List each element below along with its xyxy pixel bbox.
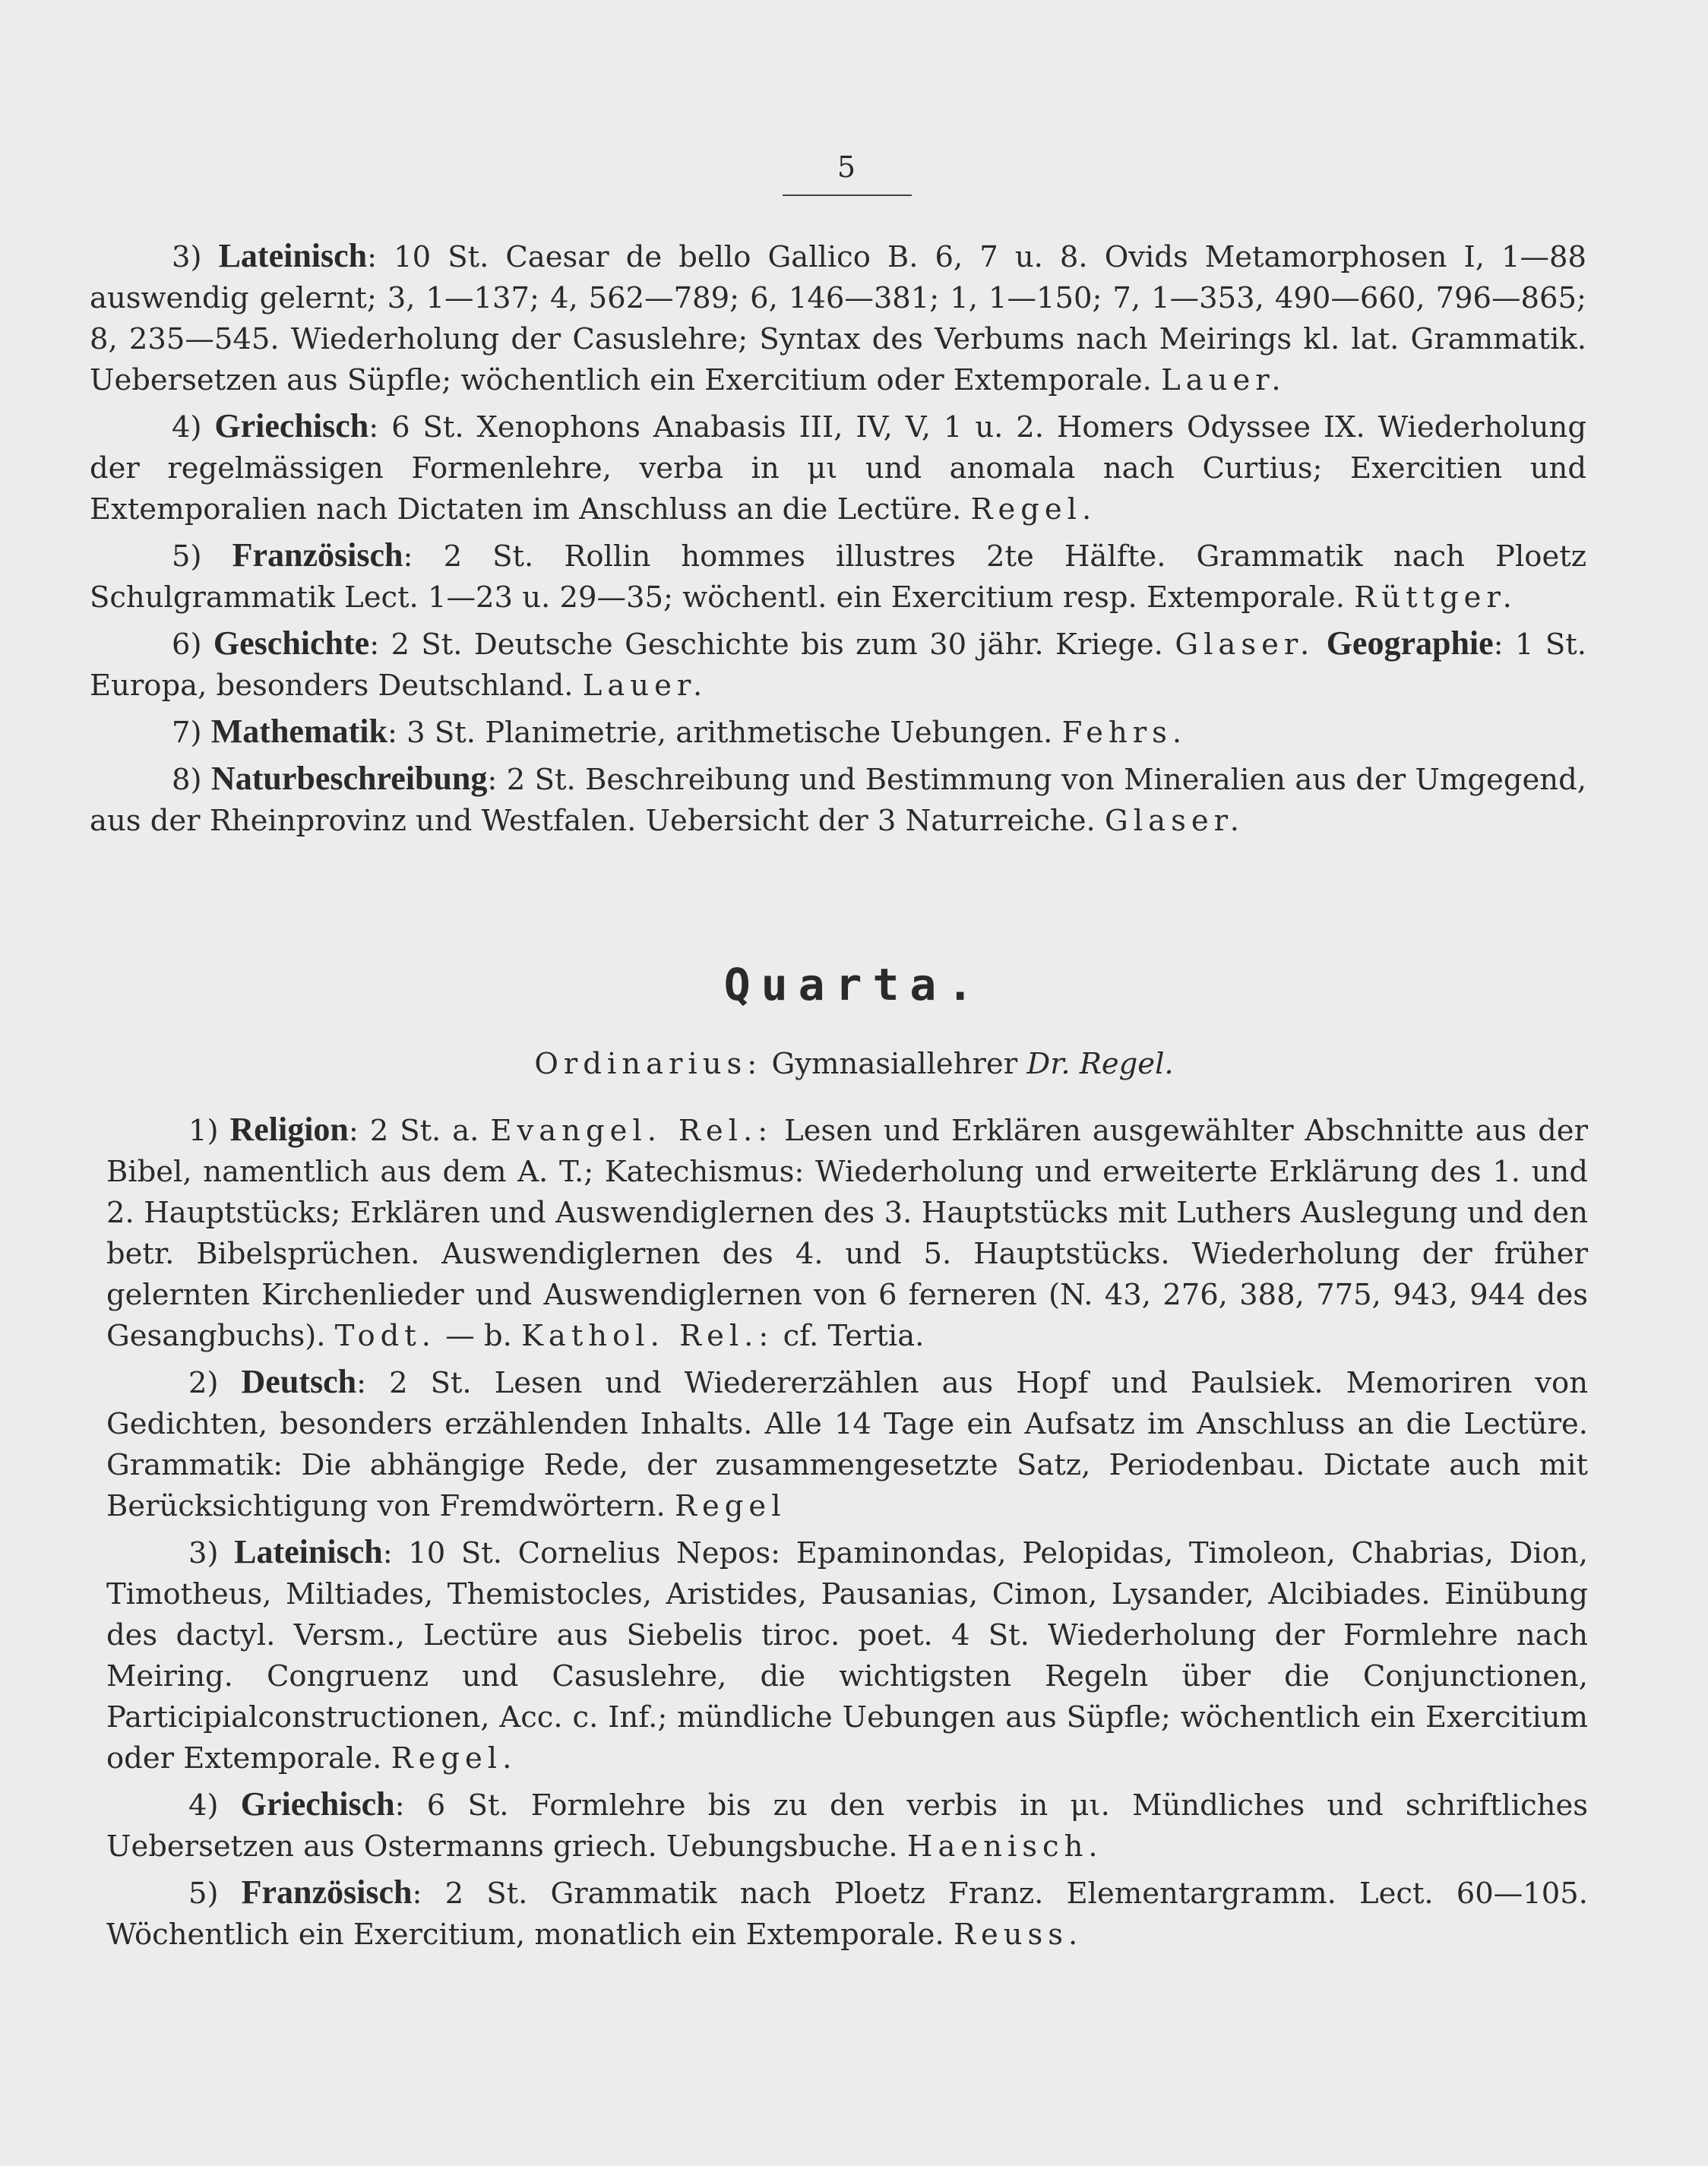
subject-heading: Lateinisch bbox=[218, 237, 368, 274]
paragraph: 7) Mathematik: 3 St. Planimetrie, arithmetische Uebungen. Fehrs. bbox=[172, 713, 1188, 750]
teacher-name: Haenisch. bbox=[906, 1829, 1103, 1864]
teacher-name: Regel. bbox=[391, 1741, 517, 1775]
teacher-name: Rüttger. bbox=[1354, 580, 1517, 615]
subject-heading: Naturbeschreibung bbox=[210, 760, 488, 797]
subject-heading: Geographie bbox=[1326, 625, 1494, 662]
subject-heading: Französisch bbox=[232, 536, 403, 574]
ordinarius-line bbox=[0, 1047, 1708, 1081]
subject-heading: Religion bbox=[229, 1111, 349, 1148]
page-number: 5 bbox=[837, 150, 858, 184]
paragraph: 4) Griechisch: 6 St. Formlehre bis zu den verbis in μι. Mündliches und schriftliches Uebersetzen aus Ostermanns griech. Uebungsbuche. Haenisch. bbox=[106, 1785, 1589, 1864]
paragraph: 3) Lateinisch: 10 St. Cornelius Nepos: Epaminondas, Pelopidas, Timoleon, Chabrias, Dion, Timotheus, Miltiades, Themistocles, Aristides, Pausanias, Cimon, Lysander, Alcibiades. Einübung des dactyl. Versm., Lectüre aus Siebelis tiroc. poet. 4 St. Wiederholung der Formlehre nach Meiring. Congruenz und Casuslehre, die wichtigsten Regeln über die Conjunctionen, Participialconstructionen, Acc. c. Inf.; mündliche Uebungen aus Süpfle; wöchentlich ein Exercitium oder Extemporale. Regel. bbox=[106, 1533, 1588, 1775]
teacher-name: Glaser. bbox=[1175, 628, 1315, 662]
teacher-name: Todt. bbox=[334, 1319, 436, 1353]
paragraph: 6) Geschichte: 2 St. Deutsche Geschichte bis zum 30 jähr. Kriege. Glaser. Geographie: 1 St. Europa, besonders Deutschland. Lauer. bbox=[90, 625, 1586, 703]
paragraph: 5) Französisch: 2 St. Rollin hommes illustres 2te Hälfte. Grammatik nach Ploetz Schulgrammatik Lect. 1—23 u. 29—35; wöchentl. ein Exercitium resp. Extemporale. Rüttger. bbox=[90, 536, 1586, 615]
teacher-name: Lauer. bbox=[1161, 363, 1286, 397]
teacher-name: Regel bbox=[675, 1489, 786, 1523]
page-number-rule bbox=[783, 194, 912, 196]
subject-heading: Französisch bbox=[241, 1874, 413, 1911]
subject-heading: Griechisch bbox=[214, 407, 369, 444]
quarta-curriculum bbox=[106, 1109, 1588, 1960]
subject-heading: Mathematik bbox=[210, 713, 387, 750]
subject-heading: Griechisch bbox=[240, 1785, 395, 1823]
paragraph: 5) Französisch: 2 St. Grammatik nach Ploetz Franz. Elementargramm. Lect. 60—105. Wöchentlich ein Exercitium, monatlich ein Extemporale. Reuss. bbox=[106, 1874, 1588, 1952]
ordinarius-name: Dr. Regel. bbox=[1026, 1047, 1174, 1081]
teacher-name: Glaser. bbox=[1105, 804, 1245, 838]
paragraph: 8) Naturbeschreibung: 2 St. Beschreibung und Bestimmung von Mineralien aus der Umgegend, aus der Rheinprovinz und Westfalen. Uebersicht der 3 Naturreiche. Glaser. bbox=[90, 760, 1586, 838]
subject-heading: Geschichte bbox=[213, 625, 370, 662]
ordinarius-label: Ordinarius: bbox=[534, 1047, 763, 1081]
teacher-name: Regel. bbox=[970, 492, 1097, 526]
paragraph: 1) Religion: 2 St. a. Evangel. Rel.: Lesen und Erklären ausgewählter Abschnitte aus der Bibel, namentlich aus dem A. T.; Katechismus: Wiederholung und erweiterte Erklärung des 1. und 2. Hauptstücks; Erklären und Auswendiglernen des 3. Hauptstücks mit Luthers Auslegung und den betr. Bibelsprüchen. Auswendiglernen des 4. und 5. Hauptstücks. Wiederholung der früher gelernten Kirchenlieder und Auswendiglernen von 6 ferneren (N. 43, 276, 388, 775, 943, 944 des Gesangbuchs). Todt. — b. Kathol. Rel.: cf. Tertia. bbox=[106, 1111, 1588, 1353]
subject-heading: Deutsch bbox=[241, 1363, 357, 1400]
ordinarius-title: Gymnasiallehrer bbox=[771, 1047, 1018, 1081]
paragraph: 4) Griechisch: 6 St. Xenophons Anabasis III, IV, V, 1 u. 2. Homers Odyssee IX. Wiederholung der regelmässigen Formenlehre, verba in μι und anomala nach Curtius; Exercitien und Extemporalien nach Dictaten im Anschluss an die Lectüre. Regel. bbox=[90, 407, 1586, 526]
teacher-name: Lauer. bbox=[582, 669, 708, 703]
paragraph: 2) Deutsch: 2 St. Lesen und Wiedererzählen aus Hopf und Paulsiek. Memoriren von Gedichten, besonders erzählenden Inhalts. Alle 14 Tage ein Aufsatz im Anschluss an die Lectüre. Grammatik: Die abhängige Rede, der zusammengesetzte Satz, Periodenbau. Dictate auch mit Berücksichtigung von Fremdwörtern. Regel bbox=[106, 1363, 1588, 1523]
teacher-name: Reuss. bbox=[953, 1918, 1083, 1952]
subject-heading: Lateinisch bbox=[234, 1533, 383, 1570]
paragraph: 3) Lateinisch: 10 St. Caesar de bello Gallico B. 6, 7 u. 8. Ovids Metamorphosen I, 1—88 auswendig gelernt; 3, 1—137; 4, 562—789; 6, 146—381; 1, 1—150; 7, 1—353, 490—660, 796—865; 8, 235—545. Wiederholung der Casuslehre; Syntax des Verbums nach Meirings kl. lat. Grammatik. Uebersetzen aus Süpfle; wöchentlich ein Exercitium oder Extemporale. Lauer. bbox=[90, 237, 1586, 397]
section-title: Quarta. bbox=[723, 959, 985, 1010]
teacher-name: Fehrs. bbox=[1061, 716, 1188, 750]
tertia-continuation bbox=[90, 236, 1586, 846]
